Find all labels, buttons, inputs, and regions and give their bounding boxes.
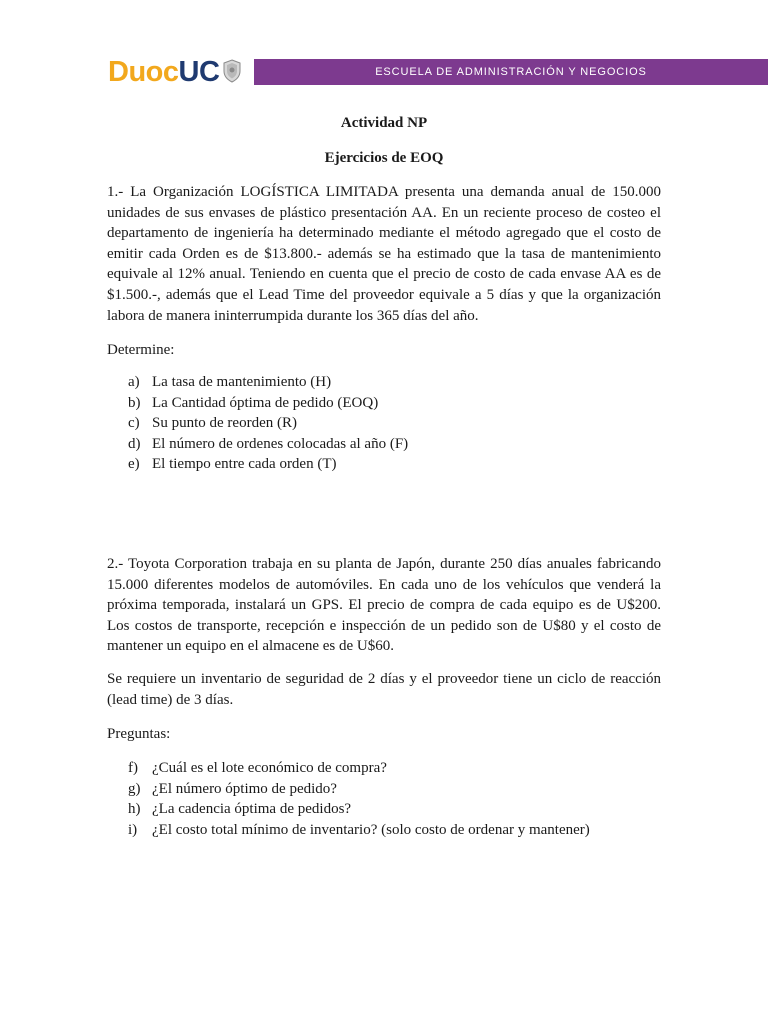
list-item <box>128 393 408 414</box>
list-item-text: ¿Cuál es el lote económico de compra? <box>152 760 387 776</box>
document-subtitle: Ejercicios de EOQ <box>324 150 444 166</box>
paragraph-line: 15.000 diferentes modelos de automóviles. En cada uno de los vehículos que venderá la <box>107 576 661 593</box>
page-header <box>0 52 768 92</box>
list-item-text: El número de ordenes colocadas al año (F) <box>152 435 409 452</box>
exercise-2-prompt: Preguntas: <box>107 726 171 742</box>
exercise-1-prompt: Determine: <box>107 342 175 358</box>
list-item <box>128 413 408 434</box>
list-marker: a) <box>128 374 140 390</box>
list-marker: f) <box>128 760 138 776</box>
exercise-1-questions <box>128 372 408 475</box>
list-marker: g) <box>128 780 141 797</box>
list-marker: i) <box>128 821 138 838</box>
school-name: ESCUELA DE ADMINISTRACIÓN Y NEGOCIOS <box>375 66 647 78</box>
list-item <box>128 372 408 393</box>
duocuc-logo <box>108 54 242 90</box>
list-item-text: La Cantidad óptima de pedido (EOQ) <box>152 394 379 411</box>
paragraph-line: emitir cada Orden es de $13.800.- además se ha estimado que la tasa de mantenimiento <box>107 245 661 262</box>
list-item-text: El tiempo entre cada orden (T) <box>152 456 337 472</box>
list-item-text: ¿El número óptimo de pedido? <box>152 780 337 797</box>
list-item-text: Su punto de reorden (R) <box>152 415 297 431</box>
list-item <box>128 820 590 841</box>
list-item <box>128 779 590 800</box>
school-banner <box>254 59 768 85</box>
list-marker: e) <box>128 456 140 472</box>
paragraph-line: 1.- La Organización LOGÍSTICA LIMITADA presenta una demanda anual de 150.000 <box>107 184 661 200</box>
paragraph-line: labora de manera ininterrumpida durante los 365 días del año. <box>107 307 479 324</box>
paragraph-line: (lead time) de 3 días. <box>107 691 234 708</box>
paragraph-line: unidades de sus envases de plástico presentación AA. En un reciente proceso de costeo el <box>107 204 661 221</box>
exercise-2-statement <box>107 554 661 657</box>
list-item <box>128 454 408 475</box>
paragraph-line: equivale al 12% anual. Teniendo en cuenta que el precio de costo de cada envase AA es de <box>107 266 661 283</box>
list-marker: b) <box>128 394 141 411</box>
paragraph-line: mantener un equipo en el almacene es de U$60. <box>107 638 394 655</box>
list-item <box>128 758 590 779</box>
list-item-text: ¿El costo total mínimo de inventario? (solo costo de ordenar y mantener) <box>152 821 590 838</box>
paragraph-line: Se requiere un inventario de seguridad de 2 días y el proveedor tiene un ciclo de reacción <box>107 671 661 687</box>
list-item-text: ¿La cadencia óptima de pedidos? <box>152 801 352 817</box>
paragraph-line: Los costos de transporte, recepción e inspección de un pedido son de U$80 y el costo de <box>107 617 661 634</box>
paragraph-line: $1.500.-, además que el Lead Time del proveedor equivale a 5 días y que la organización <box>107 286 661 303</box>
list-item <box>128 799 590 820</box>
list-marker: d) <box>128 435 141 452</box>
document-title: Actividad NP <box>340 115 428 131</box>
paragraph-line: departamento de ingeniería ha determinado mediante el método agregado que el costo de <box>107 225 661 242</box>
logo-duoc-text: Duoc <box>108 56 179 88</box>
university-seal-icon <box>222 59 242 83</box>
logo-uc-text: UC <box>178 56 220 88</box>
list-marker: h) <box>128 801 141 817</box>
list-marker: c) <box>128 415 140 431</box>
paragraph-line: 2.- Toyota Corporation trabaja en su planta de Japón, durante 250 días anuales fabricando <box>107 556 661 572</box>
paragraph-line: próxima temporada, instalará un GPS. El precio de compra de cada equipo es de U$200. <box>107 597 661 614</box>
exercise-2-questions <box>128 758 590 840</box>
list-item-text: La tasa de mantenimiento (H) <box>152 374 332 390</box>
exercise-1-statement <box>107 182 661 326</box>
list-item <box>128 434 408 455</box>
exercise-2-requirements <box>107 669 661 710</box>
